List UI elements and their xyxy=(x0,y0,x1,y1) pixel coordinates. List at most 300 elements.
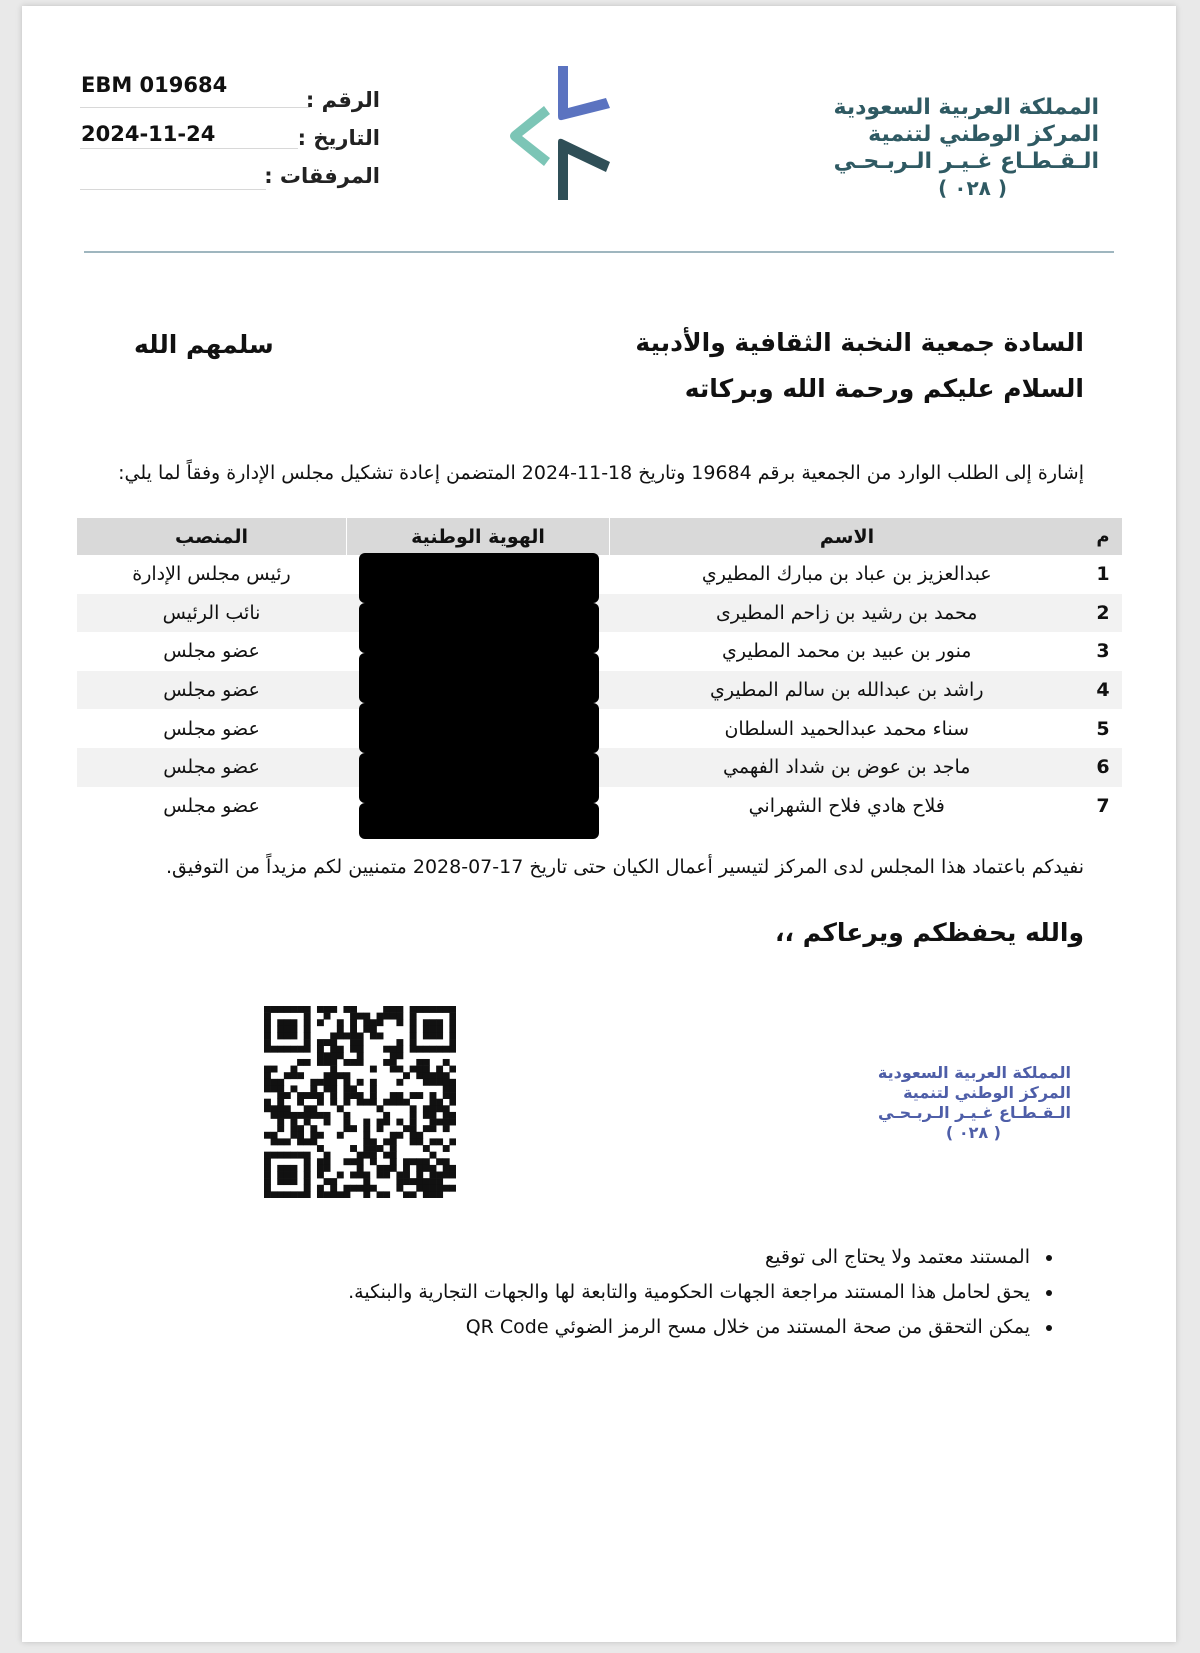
qr-module xyxy=(357,1185,364,1192)
qr-module xyxy=(330,1092,337,1099)
qr-module xyxy=(350,1085,357,1092)
qr-module xyxy=(357,1079,364,1086)
qr-module xyxy=(264,1099,271,1106)
qr-module xyxy=(390,1092,397,1099)
qr-module xyxy=(264,1026,271,1033)
qr-module xyxy=(343,1079,350,1086)
qr-module xyxy=(416,1185,423,1192)
qr-module xyxy=(410,1191,417,1198)
qr-module xyxy=(284,1006,291,1013)
qr-module xyxy=(271,1079,278,1086)
qr-module xyxy=(443,1059,450,1066)
letter-page xyxy=(22,6,1176,1642)
qr-module xyxy=(436,1019,443,1026)
qr-module xyxy=(449,1013,456,1020)
qr-module xyxy=(297,1072,304,1079)
qr-module xyxy=(363,1013,370,1020)
qr-module xyxy=(350,1026,357,1033)
qr-module xyxy=(324,1079,331,1086)
qr-module xyxy=(330,1085,337,1092)
qr-module xyxy=(330,1191,337,1198)
letter-date: 2024-11-24 xyxy=(81,122,216,146)
header-national-id: الهوية الوطنية xyxy=(347,518,610,555)
qr-module xyxy=(363,1145,370,1152)
qr-module xyxy=(423,1158,430,1165)
redaction-box xyxy=(359,803,599,839)
qr-module xyxy=(430,1125,437,1132)
qr-module xyxy=(304,1178,311,1185)
qr-module xyxy=(297,1132,304,1139)
qr-module xyxy=(410,1178,417,1185)
qr-module xyxy=(290,1072,297,1079)
qr-module xyxy=(337,1026,344,1033)
qr-module xyxy=(449,1066,456,1073)
qr-module xyxy=(324,1178,331,1185)
qr-module xyxy=(436,1046,443,1053)
qr-module xyxy=(357,1158,364,1165)
qr-module xyxy=(410,1026,417,1033)
qr-module xyxy=(363,1152,370,1159)
qr-module xyxy=(324,1165,331,1172)
org-line: المملكة العربية السعودية xyxy=(833,95,1099,120)
qr-module xyxy=(390,1145,397,1152)
qr-module xyxy=(324,1052,331,1059)
row-name: عبدالعزيز بن عباد بن مبارك المطيري xyxy=(701,563,992,586)
qr-module xyxy=(443,1085,450,1092)
approval-paragraph: نفيدكم باعتماد هذا المجلس لدى المركز لتيسير أعمال الكيان حتى تاريخ 17-07-2028 متمنيين لكم مزيداً من التوفيق. xyxy=(166,856,1084,878)
qr-module xyxy=(436,1185,443,1192)
org-code: ( ٠٢٨ ) xyxy=(945,1123,1001,1142)
qr-module xyxy=(324,1072,331,1079)
qr-module xyxy=(377,1125,384,1132)
greeting: السلام عليكم ورحمة الله وبركاته xyxy=(684,374,1084,403)
qr-module xyxy=(304,1165,311,1172)
qr-module xyxy=(317,1059,324,1066)
qr-module xyxy=(363,1099,370,1106)
row-role: رئيس مجلس الإدارة xyxy=(132,563,291,586)
qr-module xyxy=(403,1178,410,1185)
qr-module xyxy=(284,1138,291,1145)
qr-module xyxy=(357,1172,364,1179)
qr-module xyxy=(310,1125,317,1132)
qr-module xyxy=(370,1185,377,1192)
qr-module xyxy=(277,1191,284,1198)
qr-module xyxy=(430,1105,437,1112)
qr-module xyxy=(383,1059,390,1066)
qr-module xyxy=(324,1039,331,1046)
qr-module xyxy=(449,1112,456,1119)
qr-module xyxy=(410,1132,417,1139)
qr-module xyxy=(330,1046,337,1053)
qr-module xyxy=(317,1185,324,1192)
qr-module xyxy=(377,1191,384,1198)
qr-module xyxy=(423,1079,430,1086)
qr-module xyxy=(357,1092,364,1099)
qr-module xyxy=(310,1112,317,1119)
qr-module xyxy=(396,1132,403,1139)
qr-module xyxy=(310,1092,317,1099)
qr-module xyxy=(449,1019,456,1026)
qr-module xyxy=(383,1099,390,1106)
qr-module xyxy=(277,1165,284,1172)
qr-module xyxy=(304,1185,311,1192)
qr-module xyxy=(310,1085,317,1092)
qr-module xyxy=(436,1105,443,1112)
qr-module xyxy=(383,1172,390,1179)
qr-module xyxy=(297,1059,304,1066)
qr-module xyxy=(443,1072,450,1079)
qr-module xyxy=(396,1019,403,1026)
qr-module xyxy=(436,1066,443,1073)
org-code: ( ٠٢٨ ) xyxy=(938,176,1007,200)
qr-module xyxy=(304,1172,311,1179)
qr-module xyxy=(284,1019,291,1026)
qr-module xyxy=(337,1105,344,1112)
qr-module xyxy=(383,1152,390,1159)
qr-module xyxy=(343,1085,350,1092)
intro-paragraph: إشارة إلى الطلب الوارد من الجمعية برقم 19684 وتاريخ 18-11-2024 المتضمن إعادة تشكيل مجلس الإدارة وفقاً لما يلي: xyxy=(118,462,1084,484)
qr-module xyxy=(297,1046,304,1053)
qr-module xyxy=(337,1019,344,1026)
qr-module xyxy=(370,1026,377,1033)
qr-module xyxy=(297,1125,304,1132)
qr-module xyxy=(390,1165,397,1172)
qr-module xyxy=(337,1132,344,1139)
qr-module xyxy=(277,1125,284,1132)
org-line: الـقـطـاع غـيـر الـربـحـي xyxy=(877,1103,1071,1122)
table-row xyxy=(77,632,1123,671)
qr-module xyxy=(304,1112,311,1119)
qr-module xyxy=(383,1006,390,1013)
qr-module xyxy=(310,1138,317,1145)
qr-module xyxy=(350,1092,357,1099)
qr-module xyxy=(423,1105,430,1112)
qr-module xyxy=(330,1032,337,1039)
qr-module xyxy=(390,1046,397,1053)
qr-module xyxy=(290,1165,297,1172)
qr-module xyxy=(449,1172,456,1179)
qr-module xyxy=(443,1046,450,1053)
qr-module xyxy=(297,1099,304,1106)
qr-module xyxy=(343,1185,350,1192)
qr-module xyxy=(350,1019,357,1026)
divider xyxy=(80,107,310,108)
qr-module xyxy=(423,1026,430,1033)
qr-module xyxy=(271,1191,278,1198)
qr-module xyxy=(304,1006,311,1013)
qr-module xyxy=(304,1138,311,1145)
qr-module xyxy=(304,1152,311,1159)
qr-module xyxy=(304,1026,311,1033)
logo-teal-arrow xyxy=(510,106,550,166)
qr-module xyxy=(343,1092,350,1099)
qr-module xyxy=(383,1112,390,1119)
board-table xyxy=(76,518,1122,825)
qr-module xyxy=(377,1165,384,1172)
qr-module xyxy=(290,1132,297,1139)
qr-module xyxy=(390,1013,397,1020)
qr-module xyxy=(370,1066,377,1073)
qr-module xyxy=(430,1079,437,1086)
qr-module xyxy=(264,1006,271,1013)
redaction-box xyxy=(359,603,599,653)
qr-module xyxy=(277,1172,284,1179)
qr-module xyxy=(343,1099,350,1106)
row-name: فلاح هادي فلاح الشهراني xyxy=(748,794,945,817)
row-name: محمد بن رشيد بن زاحم المطيرى xyxy=(610,594,1085,633)
qr-module xyxy=(396,1185,403,1192)
qr-module xyxy=(343,1059,350,1066)
qr-module xyxy=(357,1039,364,1046)
qr-module xyxy=(430,1172,437,1179)
qr-module xyxy=(410,1032,417,1039)
row-num: 2 xyxy=(1084,594,1122,633)
qr-module xyxy=(310,1105,317,1112)
qr-module xyxy=(304,1105,311,1112)
qr-module xyxy=(390,1059,397,1066)
qr-module xyxy=(290,1152,297,1159)
qr-module xyxy=(377,1172,384,1179)
qr-module xyxy=(430,1072,437,1079)
qr-module xyxy=(317,1006,324,1013)
qr-module xyxy=(277,1032,284,1039)
qr-module xyxy=(410,1119,417,1126)
qr-module xyxy=(317,1099,324,1106)
qr-module xyxy=(403,1125,410,1132)
qr-module xyxy=(396,1013,403,1020)
qr-module xyxy=(290,1066,297,1073)
qr-module xyxy=(264,1105,271,1112)
qr-module xyxy=(277,1112,284,1119)
qr-module xyxy=(443,1185,450,1192)
qr-module xyxy=(290,1085,297,1092)
qr-module xyxy=(277,1178,284,1185)
qr-module xyxy=(436,1099,443,1106)
qr-module xyxy=(337,1052,344,1059)
qr-module xyxy=(436,1158,443,1165)
qr-module xyxy=(297,1006,304,1013)
qr-module xyxy=(264,1072,271,1079)
qr-module xyxy=(337,1172,344,1179)
redaction-box xyxy=(359,703,599,753)
qr-module xyxy=(337,1032,344,1039)
qr-module xyxy=(390,1052,397,1059)
qr-module xyxy=(324,1006,331,1013)
header-num: م xyxy=(1084,518,1122,555)
notes-list xyxy=(348,1240,1056,1345)
row-num: 1 xyxy=(1096,563,1110,586)
row-num: 6 xyxy=(1084,748,1122,787)
divider xyxy=(80,189,266,190)
qr-module xyxy=(443,1006,450,1013)
qr-module xyxy=(436,1119,443,1126)
qr-module xyxy=(330,1099,337,1106)
qr-module xyxy=(284,1092,291,1099)
qr-module xyxy=(277,1105,284,1112)
qr-module xyxy=(264,1165,271,1172)
qr-module xyxy=(304,1013,311,1020)
qr-module xyxy=(290,1026,297,1033)
qr-module xyxy=(284,1191,291,1198)
qr-module xyxy=(324,1158,331,1165)
qr-module xyxy=(284,1105,291,1112)
qr-module xyxy=(410,1125,417,1132)
qr-module xyxy=(350,1046,357,1053)
qr-module xyxy=(343,1006,350,1013)
qr-module xyxy=(396,1079,403,1086)
qr-module xyxy=(410,1112,417,1119)
closing-line: والله يحفظكم ويرعاكم ،، xyxy=(775,918,1084,947)
table-row xyxy=(77,594,1123,633)
qr-module xyxy=(350,1172,357,1179)
qr-module xyxy=(350,1032,357,1039)
qr-module xyxy=(330,1059,337,1066)
logo-dark-arrow xyxy=(558,139,610,200)
org-line: المملكة العربية السعودية xyxy=(877,1063,1071,1082)
row-num: 5 xyxy=(1096,717,1110,740)
qr-module xyxy=(284,1112,291,1119)
qr-module xyxy=(310,1132,317,1139)
qr-module xyxy=(416,1059,423,1066)
qr-module xyxy=(436,1072,443,1079)
qr-module xyxy=(423,1066,430,1073)
qr-module xyxy=(383,1013,390,1020)
qr-module xyxy=(449,1099,456,1106)
qr-module xyxy=(304,1019,311,1026)
qr-module xyxy=(423,1072,430,1079)
qr-module xyxy=(390,1138,397,1145)
qr-module xyxy=(271,1112,278,1119)
qr-module xyxy=(436,1006,443,1013)
qr-module xyxy=(264,1132,271,1139)
qr-module xyxy=(304,1032,311,1039)
qr-module xyxy=(410,1006,417,1013)
qr-module xyxy=(430,1152,437,1159)
org-header xyxy=(833,94,1099,202)
qr-module xyxy=(271,1138,278,1145)
qr-module xyxy=(350,1059,357,1066)
qr-module xyxy=(277,1092,284,1099)
qr-module xyxy=(350,1039,357,1046)
qr-module xyxy=(357,1059,364,1066)
org-line: المركز الوطني لتنمية xyxy=(903,1083,1071,1102)
qr-module xyxy=(350,1013,357,1020)
qr-module xyxy=(317,1079,324,1086)
qr-module xyxy=(423,1006,430,1013)
row-role: عضو مجلس xyxy=(163,794,260,817)
qr-module xyxy=(430,1099,437,1106)
qr-module xyxy=(443,1119,450,1126)
qr-module xyxy=(290,1032,297,1039)
qr-module xyxy=(390,1099,397,1106)
qr-module xyxy=(290,1125,297,1132)
header-name: الاسم xyxy=(610,518,1085,555)
qr-module xyxy=(436,1032,443,1039)
qr-module xyxy=(423,1032,430,1039)
qr-module xyxy=(430,1026,437,1033)
qr-module xyxy=(330,1072,337,1079)
qr-module xyxy=(337,1046,344,1053)
qr-module xyxy=(350,1145,357,1152)
qr-module xyxy=(317,1039,324,1046)
qr-module xyxy=(410,1019,417,1026)
qr-module xyxy=(290,1006,297,1013)
qr-code[interactable] xyxy=(264,1006,456,1198)
qr-module xyxy=(430,1046,437,1053)
qr-module xyxy=(363,1125,370,1132)
row-name: منور بن عبيد بن محمد المطيري xyxy=(721,640,972,663)
qr-module xyxy=(264,1046,271,1053)
qr-module xyxy=(449,1119,456,1126)
qr-module xyxy=(277,1099,284,1106)
qr-module xyxy=(403,1191,410,1198)
qr-module xyxy=(410,1066,417,1073)
qr-module xyxy=(343,1119,350,1126)
qr-module xyxy=(423,1125,430,1132)
qr-module xyxy=(271,1066,278,1073)
qr-module xyxy=(383,1119,390,1126)
qr-module xyxy=(383,1165,390,1172)
qr-module xyxy=(284,1032,291,1039)
row-name: راشد بن عبدالله بن سالم المطيري xyxy=(610,671,1085,710)
qr-module xyxy=(290,1019,297,1026)
row-role: عضو مجلس xyxy=(77,748,347,787)
center-logo xyxy=(508,62,618,204)
row-num: 3 xyxy=(1096,640,1110,663)
row-name: سناء محمد عبدالحميد السلطان xyxy=(724,717,970,740)
qr-module xyxy=(264,1152,271,1159)
qr-module xyxy=(377,1019,384,1026)
qr-module xyxy=(264,1013,271,1020)
qr-module xyxy=(410,1039,417,1046)
qr-module xyxy=(324,1112,331,1119)
qr-module xyxy=(357,1099,364,1106)
qr-module xyxy=(423,1165,430,1172)
qr-module xyxy=(330,1006,337,1013)
qr-module xyxy=(396,1006,403,1013)
qr-module xyxy=(363,1119,370,1126)
qr-module xyxy=(290,1172,297,1179)
row-num: 7 xyxy=(1096,794,1110,817)
qr-module xyxy=(317,1046,324,1053)
qr-module xyxy=(370,1152,377,1159)
qr-module xyxy=(284,1072,291,1079)
org-footer-stamp xyxy=(878,1063,1071,1143)
table-row xyxy=(77,748,1123,787)
qr-module xyxy=(370,1019,377,1026)
qr-module xyxy=(377,1119,384,1126)
qr-module xyxy=(284,1172,291,1179)
qr-module xyxy=(430,1165,437,1172)
note-item: • المستند معتمد ولا يحتاج الى توقيع xyxy=(348,1240,1034,1275)
qr-module xyxy=(304,1059,311,1066)
qr-module xyxy=(264,1032,271,1039)
qr-module xyxy=(430,1178,437,1185)
note-item: • يمكن التحقق من صحة المستند من خلال مسح الرمز الضوئي QR Code xyxy=(348,1310,1034,1345)
qr-module xyxy=(343,1032,350,1039)
qr-module xyxy=(449,1079,456,1086)
divider xyxy=(80,148,298,149)
qr-module xyxy=(416,1138,423,1145)
qr-module xyxy=(271,1132,278,1139)
qr-module xyxy=(324,1191,331,1198)
qr-module xyxy=(350,1006,357,1013)
qr-module xyxy=(403,1099,410,1106)
qr-module xyxy=(449,1039,456,1046)
qr-module xyxy=(304,1092,311,1099)
qr-module xyxy=(271,1006,278,1013)
redaction-box xyxy=(359,553,599,603)
